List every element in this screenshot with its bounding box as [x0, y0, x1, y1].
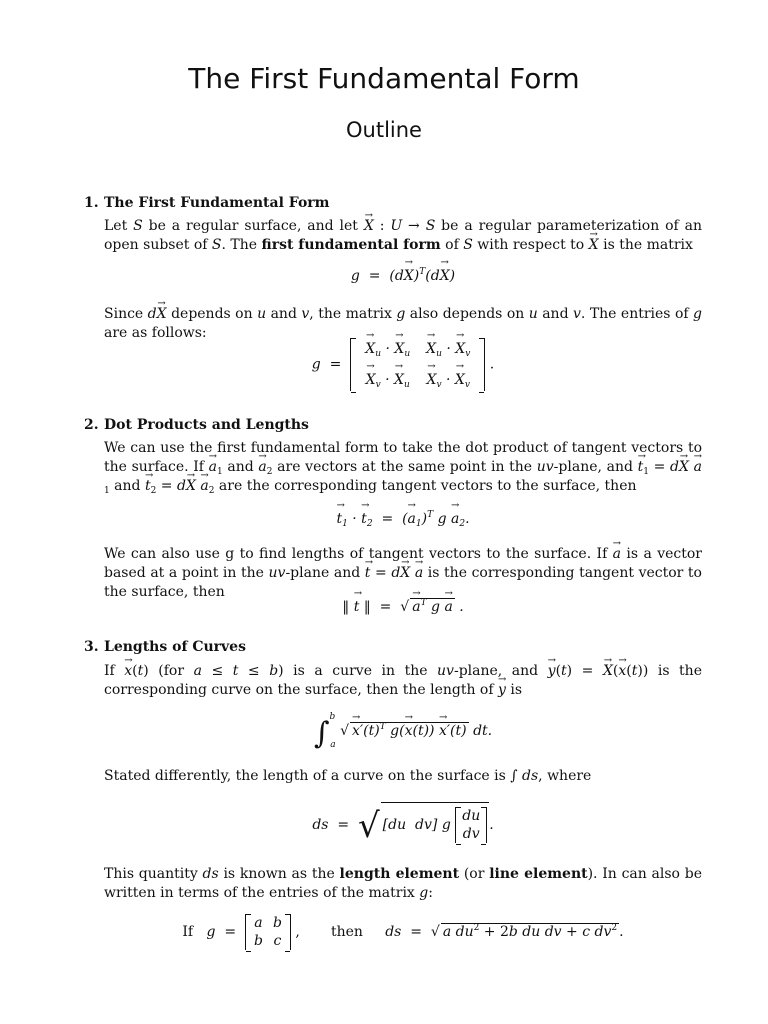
- section-1-paragraph-1: Let S be a regular surface, and let → X : U → S be a regular parameterization of an open subset of S. The first fundamental form of S with respect to → X is the matrix: [104, 217, 702, 255]
- section-3-paragraph-2: Stated differently, the length of a curve on the surface is ∫ ds, where: [104, 768, 592, 784]
- equation-ds-entries: If g = a b b c , then ds = √ a $du^2 + 2b$ du dv + c $dv^2$ .: [182, 915, 624, 949]
- section-1-heading: 1. The First Fundamental Form: [84, 195, 330, 211]
- page-subtitle: Outline: [346, 118, 422, 142]
- equation-g-definition: $g = (d\to X)^T(d\to X)$: [104, 268, 702, 284]
- equation-arc-length: ∫$^b_a$ √→ $x'(t)^T$ g(→ x(t)) → x′(t) dt.: [104, 712, 702, 751]
- section-2-paragraph-2: We can also use g to find lengths of tangent vectors to the surface. If → a is a vector based at a point in the uv-plane and → t = d→ X → a is the corresponding tangent vector to the surface, then: [104, 545, 702, 602]
- equation-ds: ds = √ [du dv] g du dv .: [104, 802, 702, 846]
- section-3-paragraph-3: This quantity ds is known as the length element (or line element). In can also be written in terms of the entries of the matrix g:: [104, 866, 702, 901]
- section-1-paragraph-2: Since d→ X depends on u and v, the matrix g also depends on u and v. The entries of g are as follows:: [104, 305, 702, 343]
- equation-length: ‖ → t ‖ = √→ $a^T$ g → a .: [104, 598, 702, 615]
- g-matrix: → $X_u$ · → $X_u$ → $X_u$ · → $X_v$ → $X_v$ · → $X_u$ → $X_v$ · → $X_v$: [350, 338, 485, 391]
- section-3-heading: 3. Lengths of Curves: [84, 639, 246, 655]
- page-title: The First Fundamental Form: [188, 62, 580, 95]
- section-2-paragraph-1: We can use the first fundamental form to take the dot product of tangent vectors to the surface. $If \to a_1$ and → $a_2$ are vectors at the same point in the uv-plane, and → $t_1 = d\to X \to a_1$ and → $t_2 = d\to X \to a_2$ are the corresponding tangent vectors to the surface, then: [104, 439, 702, 496]
- section-3-paragraph-1: If → x(t) (for a ≤ t ≤ b) is a curve in the uv-plane, and → y(t) = → X(→ x(t)) is the corresponding curve on the surface, then the length of → y is: [104, 662, 702, 700]
- equation-g-matrix: g = → $X_u$ · → $X_u$ → $X_u$ · → $X_v$ → $X_v$ · → $X_u$ → $X_v$ · → $X_v$ .: [104, 338, 702, 391]
- equation-dot-product: → $t_1$ · → $t_2$ = (→ $a_1)^T$ $g \to a_2$.: [104, 511, 702, 527]
- section-2-heading: 2. Dot Products and Lengths: [84, 417, 309, 433]
